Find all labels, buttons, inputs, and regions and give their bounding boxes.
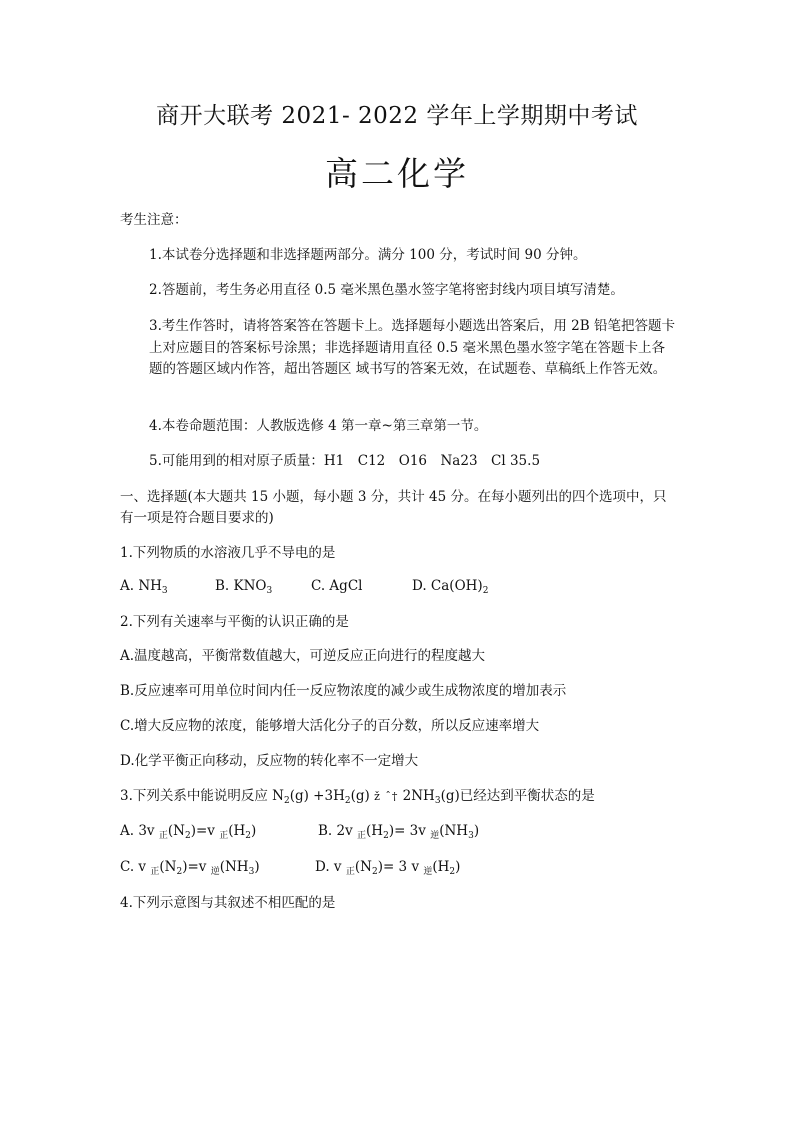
question-1-option-c: C. AgCl [311,578,363,594]
note-item-5: 5.可能用到的相对原子质量：H1 C12 O16 Na23 Cl 35.5 [149,453,541,469]
note-item-1: 1.本试卷分选择题和非选择题两部分。满分 100 分，考试时间 90 分钟。 [149,247,587,263]
section-heading-line2: 有一项是符合题目要求的) [120,510,274,526]
section-heading-line1: 一、选择题(本大题共 15 小题，每小题 3 分，共计 45 分。在每小题列出的四个选项中，只 [120,489,667,505]
question-2-stem: 2.下列有关速率与平衡的认识正确的是 [120,614,349,630]
question-1-option-b: B. $KNO_3$ [215,578,273,596]
question-2-option-b: B.反应速率可用单位时间内任一反应物浓度的减少或生成物浓度的增加表示 [120,683,567,699]
question-3-option-b: B. 2v $_正(H_2)= 3v$ $_逆(NH_3)$ [318,823,480,841]
question-2-option-a: A.温度越高，平衡常数值越大，可逆反应正向进行的程度越大 [120,648,486,664]
question-3-stem: 3.下列关系中能说明反应 $N_2(g) +3H_2(g)$ ž ˆ† $2NH_3(g)$已经达到平衡状态的是 [120,788,595,806]
notes-heading: 考生注意： [120,212,188,228]
question-4-stem: 4.下列示意图与其叙述不相匹配的是 [120,895,336,911]
exam-title: 商开大联考 2021- 2022 学年上学期期中考试 [156,103,638,129]
question-1-stem: 1.下列物质的水溶液几乎不导电的是 [120,545,336,561]
equilibrium-arrow-glyph: ž ˆ† [374,790,399,803]
question-2-option-c: C.增大反应物的浓度，能够增大活化分子的百分数，所以反应速率增大 [120,718,540,734]
note-item-2: 2.答题前，考生务必用直径 0.5 毫米黑色墨水签字笔将密封线内项目填写清楚。 [149,282,624,298]
subject-title: 高二化学 [325,154,469,193]
question-2-option-d: D.化学平衡正向移动，反应物的转化率不一定增大 [120,753,419,769]
question-3-option-a: A. 3v $_正(N_2)=v$ $_正(H_2)$ [120,823,257,841]
question-3-option-d: D. v $_正(N_2)= 3$ v $_逆(H_2)$ [315,859,461,877]
question-1-option-a: A. $NH_3$ [120,578,168,596]
note-item-3: 3.考生作答时，请将答案答在答题卡上。选择题每小题选出答案后，用 2B 铅笔把答题卡上对应题目的答案标号涂黑；非选择题请用直径 0.5 毫米黑色墨水签字笔在答题卡上各题的答题区域内作答，超出答题区 域书写的答案无效，在试题卷、草稿纸上作答无效。 [149,318,675,377]
question-1-option-d: D. $Ca(OH)_2$ [412,578,489,596]
question-3-option-c: C. v $_正(N_2)=v$ $_逆(NH_3)$ [120,859,260,877]
note-item-4: 4.本卷命题范围：人教版选修 4 第一章~第三章第一节。 [149,418,488,434]
